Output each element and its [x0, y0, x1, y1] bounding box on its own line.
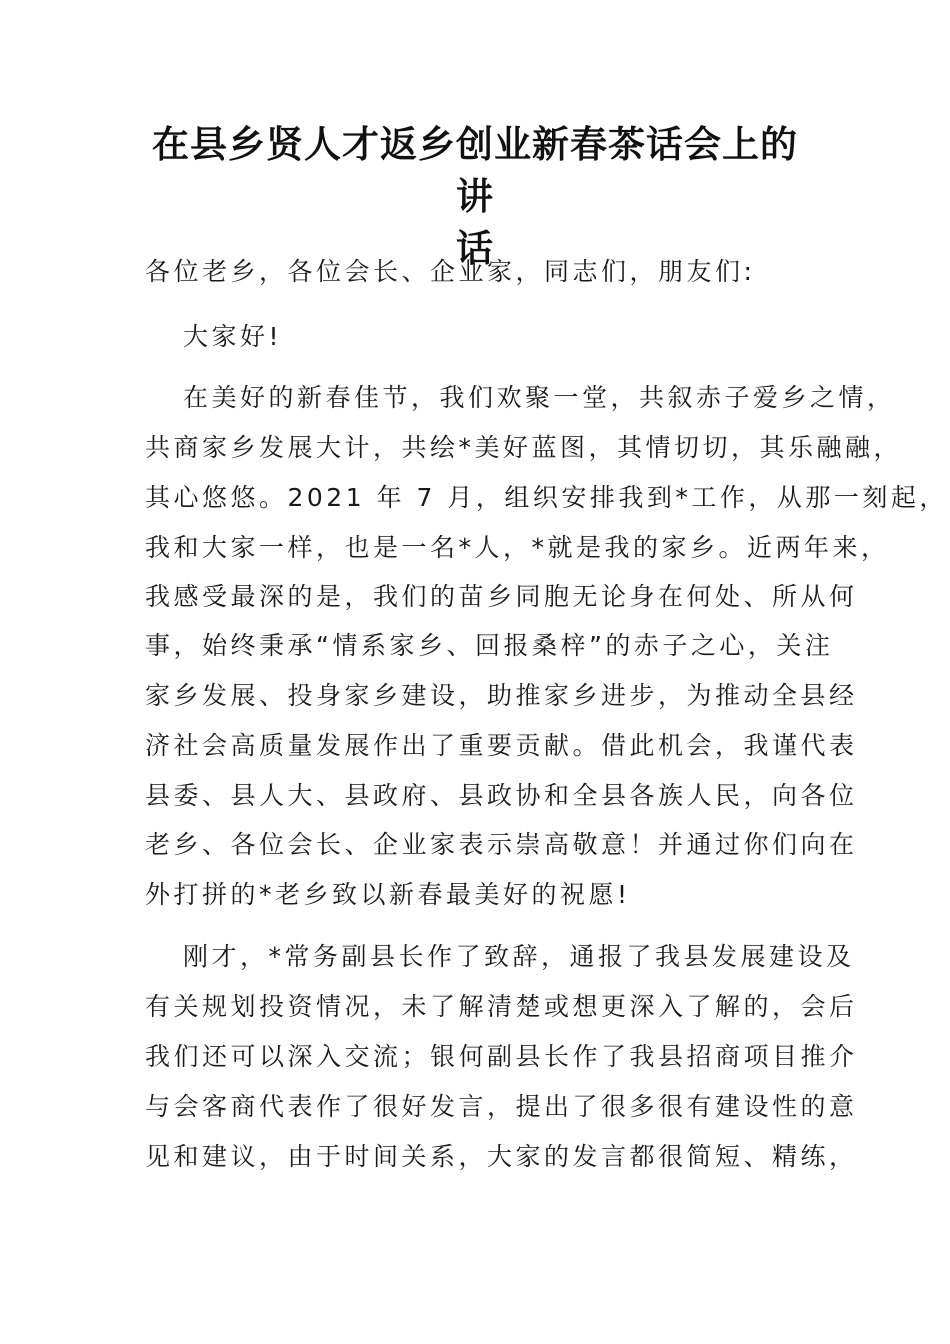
title-line-1: 在县乡贤人才返乡创业新春茶话会上的讲 — [152, 122, 798, 218]
greeting: 大家好! — [183, 322, 283, 351]
paragraph-2-line: 见和建议，由于时间关系，大家的发言都很简短、精练， — [145, 1142, 858, 1171]
paragraph-2-line: 与会客商代表作了很好发言，提出了很多很有建设性的意 — [145, 1092, 858, 1121]
paragraph-1-line: 外打拼的*老乡致以新春最美好的祝愿! — [145, 880, 631, 909]
paragraph-1-line: 共商家乡发展大计，共绘*美好蓝图，其情切切，其乐融融， — [145, 433, 903, 462]
paragraph-1-line: 老乡、各位会长、企业家表示崇高敬意！并通过你们向在 — [145, 830, 858, 859]
paragraph-1-line: 在美好的新春佳节，我们欢聚一堂，共叙赤子爱乡之情， — [183, 383, 896, 412]
paragraph-2-line: 我们还可以深入交流；银何副县长作了我县招商项目推介 — [145, 1042, 858, 1071]
salutation: 各位老乡，各位会长、企业家，同志们，朋友们: — [145, 257, 756, 286]
paragraph-1-line: 县委、县人大、县政府、县政协和全县各族人民，向各位 — [145, 781, 858, 810]
paragraph-1-line: 我感受最深的是，我们的苗乡同胞无论身在何处、所从何 — [145, 582, 858, 611]
paragraph-1-line: 其心悠悠。2021 年 7 月，组织安排我到*工作，从那一刻起， — [145, 483, 948, 512]
paragraph-1-line: 我和大家一样，也是一名*人，*就是我的家乡。近两年来， — [145, 533, 890, 562]
paragraph-1-line: 事，始终秉承“情系家乡、回报桑梓”的赤子之心，关注 — [145, 631, 834, 660]
paragraph-2-line: 有关规划投资情况，未了解清楚或想更深入了解的，会后 — [145, 992, 858, 1021]
paragraph-1-line: 家乡发展、投身家乡建设，助推家乡进步，为推动全县经 — [145, 681, 858, 710]
paragraph-1-line: 济社会高质量发展作出了重要贡献。借此机会，我谨代表 — [145, 731, 858, 760]
paragraph-2-line: 刚才，*常务副县长作了致辞，通报了我县发展建设及 — [183, 942, 855, 971]
document-title — [145, 118, 805, 274]
title-line-2: 话 — [456, 226, 494, 270]
